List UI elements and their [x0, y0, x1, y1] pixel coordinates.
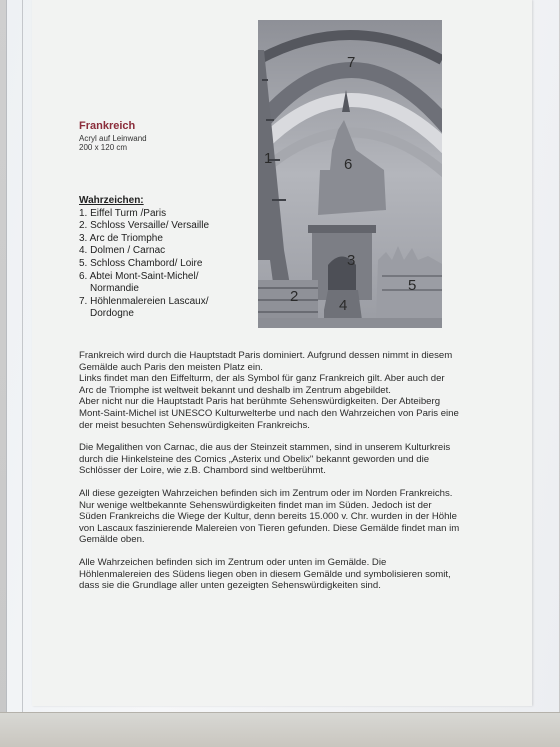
marker-7: 7 [347, 54, 356, 71]
marker-2: 2 [290, 288, 299, 305]
marker-5: 5 [408, 277, 417, 294]
artwork-title: Frankreich [79, 120, 136, 132]
landmark-item: 7. Höhlenmalereien Lascaux/ [79, 295, 209, 307]
painting-illustration [258, 20, 442, 328]
landmark-item: 2. Schloss Versaille/ Versaille [79, 220, 210, 232]
artwork-medium: Acryl auf Leinwand [79, 134, 147, 143]
landmark-item: 1. Eiffel Turm /Paris [79, 207, 167, 219]
landmark-heading: Wahrzeichen: [79, 195, 144, 206]
sleeve-punch-edge [22, 0, 23, 746]
landmark-item: 3. Arc de Triomphe [79, 232, 163, 244]
artwork-size: 200 x 120 cm [79, 143, 128, 152]
marker-3: 3 [347, 252, 356, 269]
artwork-meta [79, 134, 147, 152]
landmark-list [79, 195, 209, 321]
paragraph: Alle Wahrzeichen befinden sich im Zentrum oder unten im Gemälde. Die Höhlenmalereien des Südens liegen oben in diesem Gemälde und symbolisieren somit, dass sie die Grundlage aller unten gezeigten Sehenswürdigkeiten sind. [79, 556, 451, 592]
paragraph: Die Megalithen von Carnac, die aus der Steinzeit stammen, sind in unserem Kulturkreis durch die Hinkelsteine des Comics „Asterix und Obelix" bekannt geworden und die Schlösser der Loire, wie z.B. Chambord sind weltberühmt. [79, 442, 451, 477]
paragraph: Frankreich wird durch die Hauptstadt Paris dominiert. Aufgrund dessen nimmt in diesem Gemälde auch Paris den meisten Platz ein. Links findet man den Eiffelturm, der als Symbol für ganz Frankreich gilt. Aber auch der Arc de Triomphe ist weltweit bekannt und deshalb im Zentrum abgebildet. Aber nicht nur die Hauptstadt Paris hat berühmte Sehenswürdigkeiten. Der Abteiberg Mont-Saint-Michel ist UNESCO Kulturwelterbe und nach den Wahrzeichen von Paris eine der meist besuchten Sehenswürdigkeiten Frankreichs. [79, 350, 459, 431]
landmark-item: 5. Schloss Chambord/ Loire [79, 257, 203, 269]
marker-6: 6 [344, 156, 353, 173]
paragraph: All diese gezeigten Wahrzeichen befinden sich im Zentrum oder im Norden Frankreichs. Nur wenige weltbekannte Sehenswürdigkeiten findet man im Süden. Jedoch ist der Süden Frankreichs die Wiege der Kultur, denn bereits 15.000 v. Chr. wurden in der Höhle von Lascaux faszinierende Malereien von Tieren gefunden. Diese Gemälde findet man im Gemälde oben. [79, 487, 460, 546]
landmark-item: 4. Dolmen / Carnac [79, 245, 166, 257]
description-text [79, 350, 461, 603]
marker-4: 4 [339, 297, 348, 314]
landmark-item: 6. Abtei Mont-Saint-Michel/ [79, 270, 199, 282]
landmark-item-continued: Normandie [90, 283, 139, 295]
painting-image [258, 20, 442, 328]
marker-1: 1 [264, 150, 273, 167]
landmark-item-continued: Dordogne [90, 308, 134, 320]
table-surface [0, 712, 560, 747]
